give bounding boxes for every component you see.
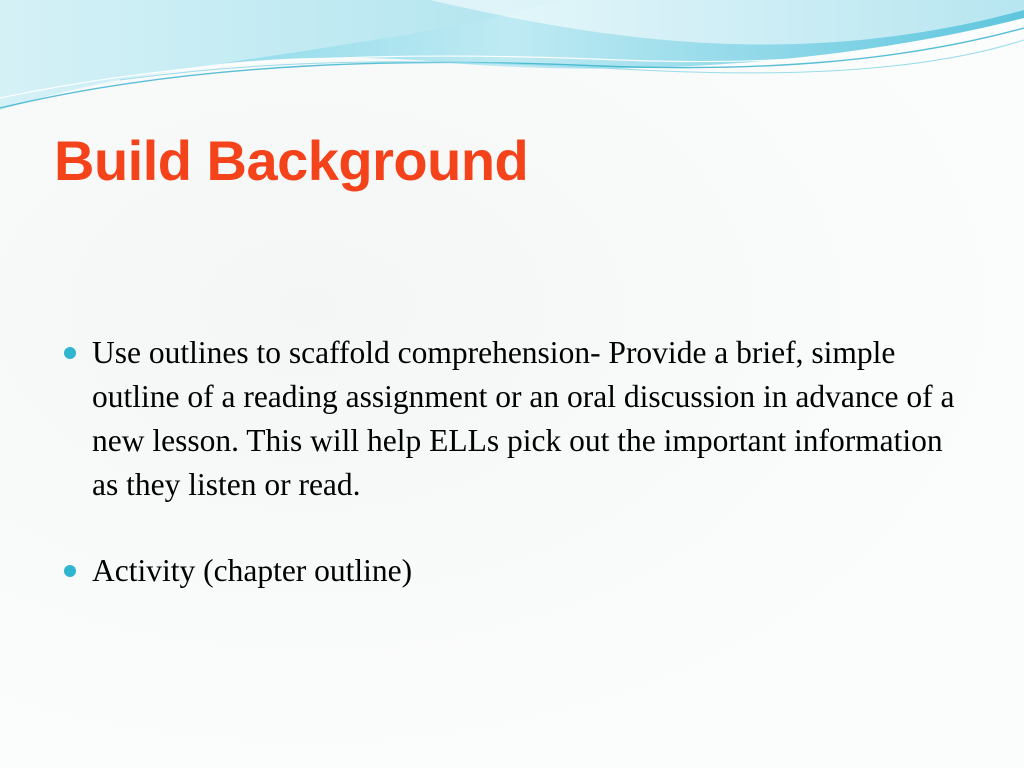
bullet-list <box>62 331 972 593</box>
bullet-dot-icon <box>64 565 76 577</box>
bullet-item <box>62 549 972 593</box>
bullet-text: Use outlines to scaffold comprehension- Provide a brief, simple outline of a reading assignment or an oral discussion in advance of a new lesson. This will help ELLs pick out the important information as they listen or read. <box>92 335 955 502</box>
bullet-text: Activity (chapter outline) <box>92 553 413 588</box>
decorative-wave-header <box>0 0 1024 120</box>
bullet-item <box>62 331 972 507</box>
bullet-dot-icon <box>64 347 76 359</box>
slide-title: Build Background <box>54 129 529 192</box>
